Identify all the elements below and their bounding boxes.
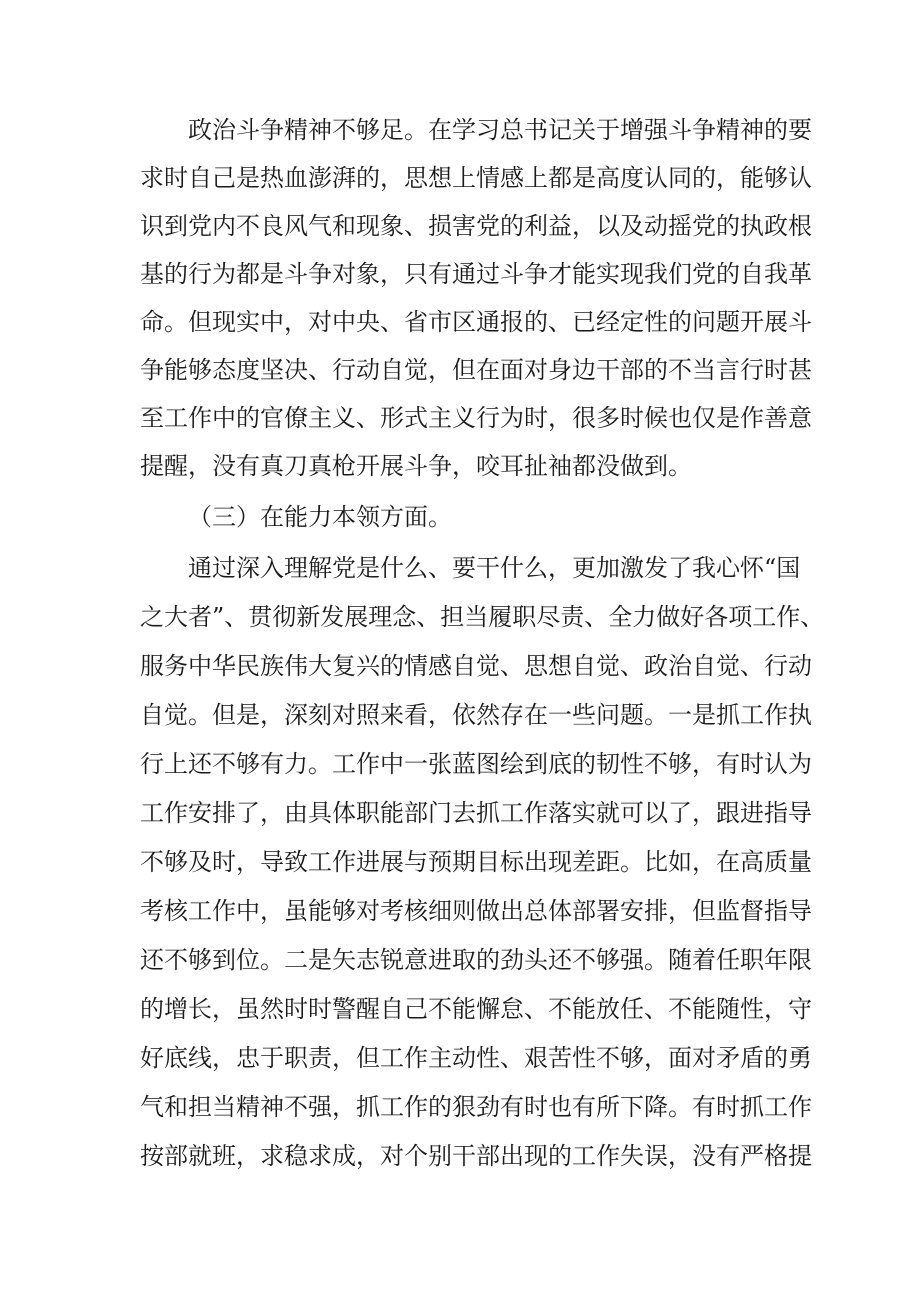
paragraph-1-line-5: 命。但现实中，对中央、省市区通报的、已经定性的问题开展斗 — [140, 308, 812, 336]
paragraph-2-line-11: 好底线，忠于职责，但工作主动性、艰苦性不够，面对矛盾的勇 — [140, 1044, 812, 1072]
paragraph-2-line-4: 自觉。但是，深刻对照来看，依然存在一些问题。一是抓工作执 — [140, 701, 812, 729]
paragraph-2-line-2: 之大者”、贯彻新发展理念、担当履职尽责、全力做好各项工作、 — [140, 603, 825, 631]
paragraph-2-line-8: 考核工作中，虽能够对考核细则做出总体部署安排，但监督指导 — [140, 897, 812, 925]
paragraph-2-line-9: 还不够到位。二是矢志锐意进取的劲头还不够强。随着任职年限 — [140, 946, 812, 974]
paragraph-2-line-5: 行上还不够有力。工作中一张蓝图绘到底的韧性不够，有时认为 — [140, 750, 812, 778]
section-heading: （三）在能力本领方面。 — [188, 503, 452, 531]
paragraph-2-line-12: 气和担当精神不强，抓工作的狠劲有时也有所下降。有时抓工作 — [140, 1093, 812, 1121]
paragraph-1-line-3: 识到党内不良风气和现象、损害党的利益，以及动摇党的执政根 — [140, 212, 812, 240]
paragraph-2-line-7: 不够及时，导致工作进展与预期目标出现差距。比如，在高质量 — [140, 848, 812, 876]
paragraph-2-line-3: 服务中华民族伟大复兴的情感自觉、思想自觉、政治自觉、行动 — [140, 652, 812, 680]
paragraph-2-line-1: 通过深入理解党是什么、要干什么，更加激发了我心怀“国 — [188, 554, 801, 582]
paragraph-1-line-7: 至工作中的官僚主义、形式主义行为时，很多时候也仅是作善意 — [140, 404, 812, 432]
paragraph-1-line-6: 争能够态度坚决、行动自觉，但在面对身边干部的不当言行时甚 — [140, 356, 812, 384]
paragraph-2-line-10: 的增长，虽然时时警醒自己不能懈怠、不能放任、不能随性，守 — [140, 995, 812, 1023]
paragraph-1-line-8: 提醒，没有真刀真枪开展斗争，咬耳扯袖都没做到。 — [140, 452, 692, 480]
paragraph-1-line-4: 基的行为都是斗争对象，只有通过斗争才能实现我们党的自我革 — [140, 260, 812, 288]
paragraph-1-line-2: 求时自己是热血澎湃的，思想上情感上都是高度认同的，能够认 — [140, 164, 812, 192]
paragraph-1-line-1: 政治斗争精神不够足。在学习总书记关于增强斗争精神的要 — [188, 116, 812, 144]
paragraph-2-line-13: 按部就班，求稳求成，对个别干部出现的工作失误，没有严格提 — [140, 1142, 812, 1170]
paragraph-2-line-6: 工作安排了，由具体职能部门去抓工作落实就可以了，跟进指导 — [140, 799, 812, 827]
